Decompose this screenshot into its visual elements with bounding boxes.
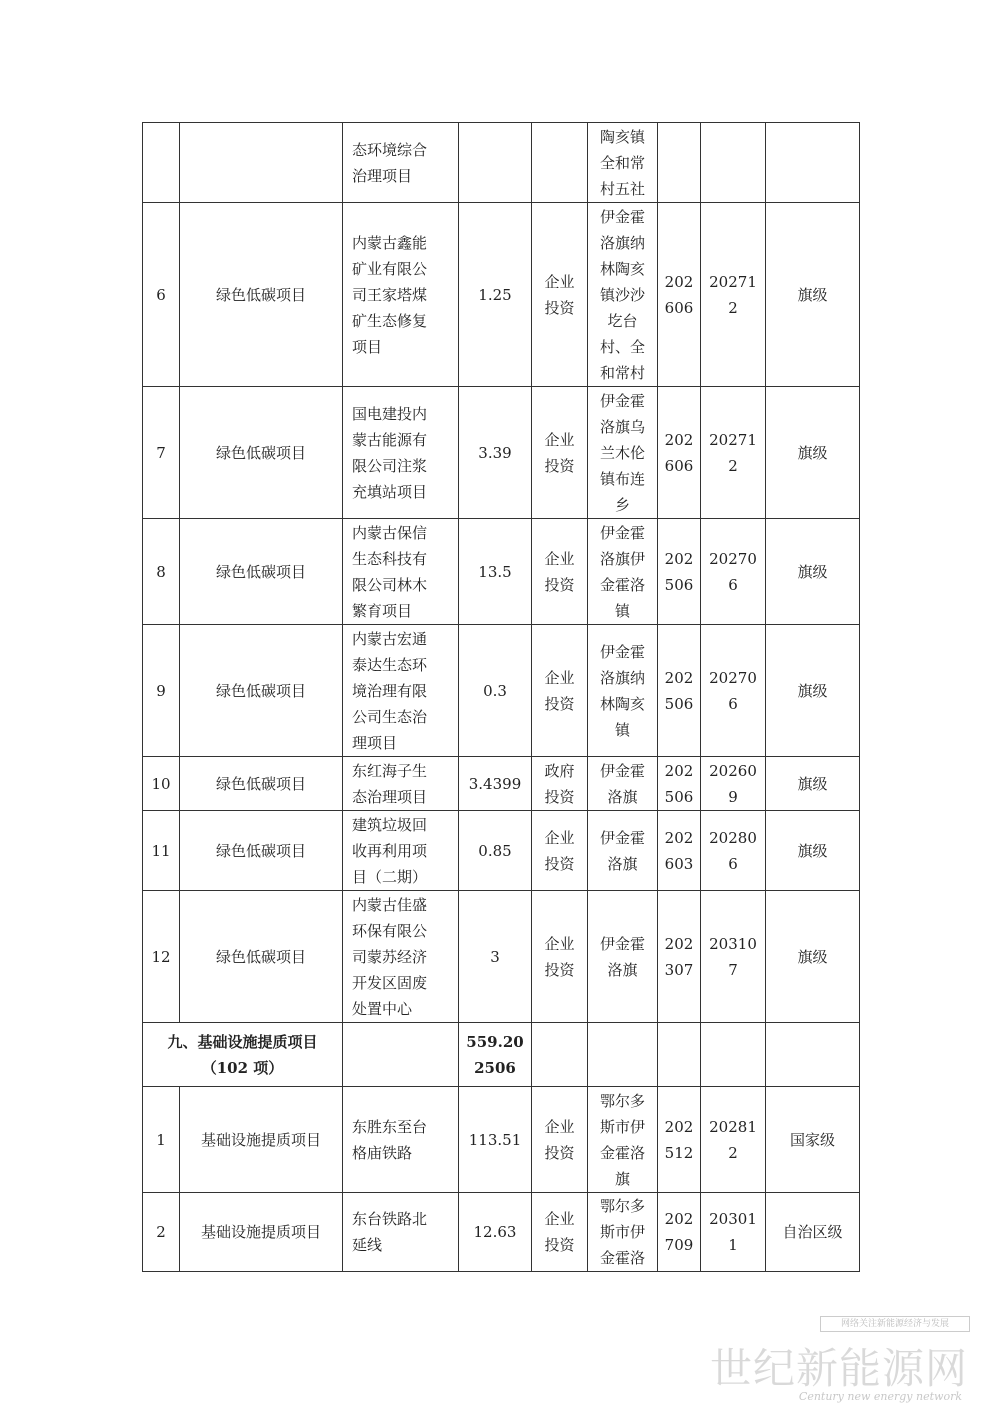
end-date-line: 20301: [709, 1210, 757, 1228]
investment-type: [532, 123, 588, 203]
project-name-line: 格庙铁路: [352, 1143, 413, 1162]
project-location-line: 林陶亥: [599, 259, 645, 278]
end-date-line: 7: [728, 960, 738, 979]
project-location-line: 鄂尔多: [599, 1197, 645, 1215]
project-category: 绿色低碳项目: [180, 387, 343, 519]
start-date-line: 202: [664, 549, 694, 568]
investment-type-line: 企业: [544, 549, 575, 568]
project-location-line: 金霍洛: [599, 1249, 645, 1267]
start-date-line: 506: [664, 694, 694, 713]
investment-type: [532, 891, 588, 1023]
investment-type-line: 投资: [544, 854, 575, 873]
project-location-line: 兰木伦: [599, 443, 645, 462]
investment-amount: 3.4399: [459, 757, 532, 811]
project-name-line: 司蒙苏经济: [352, 947, 428, 966]
start-date-line: 202: [664, 1117, 694, 1136]
project-level: 国家级: [766, 1087, 860, 1193]
project-name-line: 东胜东至台: [352, 1117, 428, 1136]
start-date-line: 202: [664, 430, 694, 449]
investment-amount: 3.39: [459, 387, 532, 519]
project-name-line: 矿生态修复: [352, 311, 428, 330]
project-category: 绿色低碳项目: [180, 891, 343, 1023]
investment-type-line: 投资: [544, 787, 575, 806]
project-name-line: 蒙古能源有: [352, 430, 428, 449]
project-location: [588, 757, 658, 811]
project-location-line: 伊金霍: [599, 523, 645, 542]
investment-type-line: 投资: [544, 694, 575, 713]
project-category: [180, 123, 343, 203]
project-name-line: 充填站项目: [352, 482, 428, 501]
project-level: 旗级: [766, 203, 860, 387]
start-date: [658, 123, 701, 203]
row-number: 12: [143, 891, 180, 1023]
table-row: [143, 203, 860, 387]
start-date-line: 202: [664, 761, 694, 780]
project-level: 旗级: [766, 757, 860, 811]
project-name-line: 内蒙古鑫能: [352, 233, 428, 252]
row-number: 8: [143, 519, 180, 625]
watermark-slogan: 网络关注新能源经济与发展: [820, 1316, 970, 1332]
project-name: [343, 757, 459, 811]
project-location-line: 金霍洛: [599, 1143, 645, 1162]
project-location: [588, 1193, 658, 1272]
table-row: [143, 811, 860, 891]
project-name: [343, 811, 459, 891]
table-row: [143, 519, 860, 625]
start-date-line: 606: [664, 298, 694, 317]
start-date: [658, 625, 701, 757]
project-level: 旗级: [766, 387, 860, 519]
start-date: [658, 811, 701, 891]
project-name: [343, 625, 459, 757]
project-name-line: 态环境综合: [352, 140, 428, 159]
project-name-line: 态治理项目: [352, 787, 428, 806]
project-location-line: 洛旗: [607, 787, 638, 806]
project-name-line: 目（二期）: [352, 867, 428, 886]
project-name-line: 国电建投内: [352, 404, 428, 423]
start-date-line: 202: [664, 668, 694, 687]
investment-type: [532, 811, 588, 891]
start-date-line: 202: [664, 1210, 694, 1228]
investment-type: [532, 203, 588, 387]
project-name-line: 收再利用项: [352, 841, 428, 860]
project-name: [343, 1193, 459, 1272]
project-name: [343, 891, 459, 1023]
start-date-line: 709: [664, 1236, 694, 1254]
investment-amount: 12.63: [459, 1193, 532, 1272]
project-category: 绿色低碳项目: [180, 757, 343, 811]
project-name-line: 生态科技有: [352, 549, 428, 568]
investment-type-line: 企业: [544, 828, 575, 847]
project-name-line: 内蒙古保信: [352, 523, 428, 542]
investment-type-line: 投资: [544, 1236, 575, 1254]
investment-amount: 0.85: [459, 811, 532, 891]
start-date: [658, 387, 701, 519]
end-date: [701, 625, 766, 757]
project-name-line: 项目: [352, 337, 383, 356]
investment-type-line: 企业: [544, 934, 575, 953]
row-number: 2: [143, 1193, 180, 1272]
section-blank-cell: [658, 1023, 701, 1087]
start-date-line: 506: [664, 787, 694, 806]
table-body: [143, 123, 860, 1272]
project-location-line: 鄂尔多: [599, 1091, 645, 1110]
end-date-line: 2: [728, 1143, 738, 1162]
section-total-amount: [459, 1023, 532, 1087]
project-location-line: 斯市伊: [599, 1223, 645, 1241]
project-location-line: 镇: [614, 720, 630, 739]
project-name-line: 东红海子生: [352, 761, 428, 780]
row-number: 10: [143, 757, 180, 811]
end-date: [701, 203, 766, 387]
project-category: 绿色低碳项目: [180, 811, 343, 891]
end-date-line: 20281: [709, 1117, 757, 1136]
end-date-line: 2: [728, 456, 738, 475]
start-date-line: 512: [664, 1143, 694, 1162]
section-blank-cell: [532, 1023, 588, 1087]
table-row: [143, 757, 860, 811]
project-location: [588, 519, 658, 625]
table-row: [143, 1087, 860, 1193]
project-name-line: 境治理有限: [352, 681, 428, 700]
project-location: [588, 123, 658, 203]
start-date-line: 506: [664, 575, 694, 594]
investment-amount: 0.3: [459, 625, 532, 757]
start-date: [658, 891, 701, 1023]
end-date: [701, 123, 766, 203]
investment-amount: [459, 123, 532, 203]
project-level: 旗级: [766, 891, 860, 1023]
investment-type-line: 投资: [544, 575, 575, 594]
start-date-line: 202: [664, 828, 694, 847]
row-number: 11: [143, 811, 180, 891]
site-watermark: [709, 1316, 970, 1406]
project-name: [343, 387, 459, 519]
project-location-line: 乡: [614, 495, 630, 514]
investment-type-line: 投资: [544, 456, 575, 475]
project-location: [588, 625, 658, 757]
row-number: 9: [143, 625, 180, 757]
end-date-line: 6: [728, 694, 738, 713]
project-location-line: 镇布连: [599, 469, 645, 488]
end-date: [701, 891, 766, 1023]
investment-type: [532, 519, 588, 625]
section-total-amount-line: 2506: [474, 1058, 516, 1077]
project-name-line: 建筑垃圾回: [352, 815, 428, 834]
investment-type: [532, 1193, 588, 1272]
project-level: 旗级: [766, 519, 860, 625]
project-category: 绿色低碳项目: [180, 203, 343, 387]
project-location-line: 洛旗纳: [599, 668, 645, 687]
investment-type-line: 企业: [544, 1117, 575, 1136]
section-blank-cell: [701, 1023, 766, 1087]
project-level: 自治区级: [766, 1193, 860, 1272]
end-date-line: 20310: [709, 934, 757, 953]
investment-type-line: 投资: [544, 1143, 575, 1162]
investment-type: [532, 387, 588, 519]
row-number: 1: [143, 1087, 180, 1193]
row-number: [143, 123, 180, 203]
section-header-row: [143, 1023, 860, 1087]
section-blank-cell: [588, 1023, 658, 1087]
project-name-line: 泰达生态环: [352, 655, 428, 674]
investment-amount: 113.51: [459, 1087, 532, 1193]
start-date-line: 202: [664, 934, 694, 953]
project-location-line: 金霍洛: [599, 575, 645, 594]
project-name-line: 开发区固废: [352, 973, 428, 992]
end-date-line: 2: [728, 298, 738, 317]
investment-amount: 13.5: [459, 519, 532, 625]
end-date-line: 20270: [709, 668, 757, 687]
investment-type-line: 政府: [544, 761, 575, 780]
table-row: [143, 625, 860, 757]
project-location-line: 伊金霍: [599, 207, 645, 226]
end-date: [701, 1193, 766, 1272]
project-name-line: 内蒙古佳盛: [352, 895, 428, 914]
project-location-line: 洛旗纳: [599, 233, 645, 252]
end-date-line: 20271: [709, 430, 757, 449]
end-date-line: 20270: [709, 549, 757, 568]
project-level: 旗级: [766, 625, 860, 757]
project-location: [588, 811, 658, 891]
project-location-line: 村五社: [599, 179, 645, 198]
project-name-line: 限公司林木: [352, 575, 428, 594]
project-location-line: 洛旗伊: [599, 549, 645, 568]
project-category: 绿色低碳项目: [180, 519, 343, 625]
end-date: [701, 387, 766, 519]
project-name-line: 治理项目: [352, 166, 413, 185]
start-date-line: 606: [664, 456, 694, 475]
investment-amount: 3: [459, 891, 532, 1023]
project-location: [588, 387, 658, 519]
row-number: 6: [143, 203, 180, 387]
investment-type: [532, 1087, 588, 1193]
start-date-line: 202: [664, 272, 694, 291]
investment-type-line: 企业: [544, 1210, 575, 1228]
project-location-line: 林陶亥: [599, 694, 645, 713]
project-location-line: 伊金霍: [599, 761, 645, 780]
table-row: [143, 387, 860, 519]
project-location: [588, 1087, 658, 1193]
project-location-line: 伊金霍: [599, 391, 645, 410]
project-level: 旗级: [766, 811, 860, 891]
project-name-line: 东台铁路北: [352, 1210, 428, 1228]
project-name: [343, 519, 459, 625]
investment-type: [532, 625, 588, 757]
project-category: 绿色低碳项目: [180, 625, 343, 757]
start-date: [658, 1087, 701, 1193]
project-location-line: 陶亥镇: [599, 127, 645, 146]
project-name: [343, 1087, 459, 1193]
row-number: 7: [143, 387, 180, 519]
project-name-line: 环保有限公: [352, 921, 428, 940]
end-date-line: 20271: [709, 272, 757, 291]
end-date-line: 6: [728, 854, 738, 873]
project-location-line: 斯市伊: [599, 1117, 645, 1136]
investment-type-line: 投资: [544, 960, 575, 979]
investment-type-line: 企业: [544, 272, 575, 291]
end-date-line: 20280: [709, 828, 757, 847]
section-blank-cell: [766, 1023, 860, 1087]
end-date: [701, 757, 766, 811]
project-location-line: 镇沙沙: [599, 285, 645, 304]
investment-type-line: 企业: [544, 668, 575, 687]
section-total-amount-line: 559.20: [466, 1032, 524, 1051]
start-date: [658, 203, 701, 387]
project-name-line: 繁育项目: [352, 601, 413, 620]
start-date-line: 307: [664, 960, 694, 979]
end-date-line: 20260: [709, 761, 757, 780]
start-date-line: 603: [664, 854, 694, 873]
project-table: [142, 122, 860, 1272]
project-location-line: 全和常: [599, 153, 645, 172]
project-name-line: 矿业有限公: [352, 259, 428, 278]
project-location-line: 村、全: [599, 337, 645, 356]
watermark-logo-text: 世纪新能源网: [709, 1344, 968, 1393]
project-location-line: 洛旗乌: [599, 417, 645, 436]
start-date: [658, 519, 701, 625]
section-title-line: 九、基础设施提质项目: [167, 1032, 318, 1051]
project-location-line: 洛旗: [607, 960, 638, 979]
project-location-line: 伊金霍: [599, 828, 645, 847]
project-location: [588, 203, 658, 387]
investment-type-line: 企业: [544, 430, 575, 449]
table-row: [143, 1193, 860, 1272]
project-location-line: 镇: [614, 601, 630, 620]
project-name-line: 司王家塔煤: [352, 285, 428, 304]
end-date: [701, 811, 766, 891]
section-blank-name: [343, 1023, 459, 1087]
project-name: [343, 123, 459, 203]
table-row: [143, 123, 860, 203]
investment-amount: 1.25: [459, 203, 532, 387]
project-name-line: 限公司注浆: [352, 456, 428, 475]
section-title: [143, 1023, 343, 1087]
project-name: [343, 203, 459, 387]
project-name-line: 延线: [352, 1236, 383, 1254]
end-date: [701, 519, 766, 625]
project-level: [766, 123, 860, 203]
project-location-line: 伊金霍: [599, 642, 645, 661]
project-category: 基础设施提质项目: [180, 1087, 343, 1193]
project-category: 基础设施提质项目: [180, 1193, 343, 1272]
section-title-line: （102 项）: [201, 1058, 284, 1077]
end-date-line: 9: [728, 787, 738, 806]
project-name-line: 内蒙古宏通: [352, 629, 428, 648]
project-location: [588, 891, 658, 1023]
project-location-line: 旗: [614, 1169, 630, 1188]
end-date-line: 6: [728, 575, 738, 594]
start-date: [658, 757, 701, 811]
end-date: [701, 1087, 766, 1193]
table-row: [143, 891, 860, 1023]
investment-type-line: 投资: [544, 298, 575, 317]
project-location-line: 和常村: [599, 363, 645, 382]
project-name-line: 公司生态治: [352, 707, 428, 726]
project-location-line: 圪台: [607, 311, 638, 330]
project-location-line: 洛旗: [607, 854, 638, 873]
watermark-english: Century new energy network: [798, 1390, 962, 1403]
start-date: [658, 1193, 701, 1272]
investment-type: [532, 757, 588, 811]
project-name-line: 理项目: [352, 733, 398, 752]
project-name-line: 处置中心: [352, 999, 413, 1018]
end-date-line: 1: [728, 1236, 738, 1254]
project-location-line: 伊金霍: [599, 934, 645, 953]
